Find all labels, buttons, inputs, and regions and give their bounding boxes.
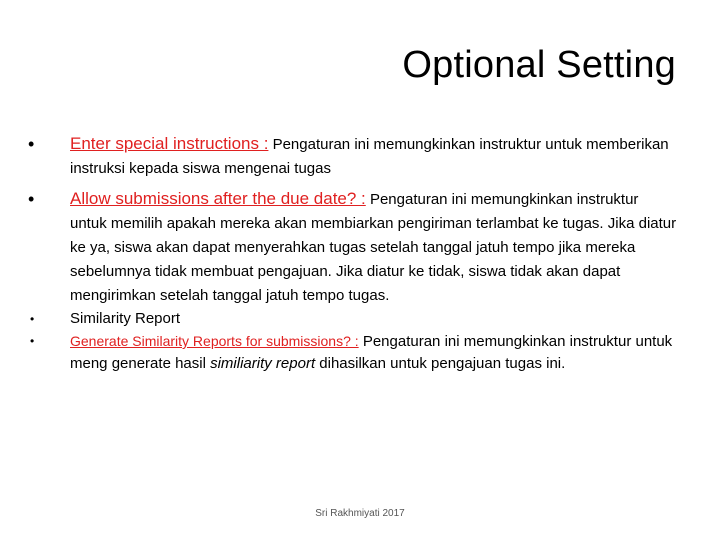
bullet-text: dihasilkan untuk pengajuan tugas ini. [315,355,566,372]
bullet-list [28,132,678,375]
bullet-item-generate-similarity [28,330,678,375]
bullet-heading: Enter special instructions : [70,134,269,153]
bullet-heading: Generate Similarity Reports for submissions? : [70,333,359,349]
bullet-item-similarity-report [28,308,678,330]
bullet-icon: • [30,312,35,326]
bullet-text-italic: similiarity report [210,355,316,372]
slide-footer: Sri Rakhmiyati 2017 [315,508,405,519]
bullet-item-special-instructions [28,132,678,181]
slide-title: Optional Setting [402,44,676,86]
bullet-icon: • [28,134,35,154]
bullet-item-allow-late-submissions [28,187,678,308]
bullet-icon: • [30,334,35,348]
bullet-heading: Allow submissions after the due date? : [70,189,366,208]
bullet-text: Pengaturan ini memungkinkan instruktur untuk memberikan instruksi kepada siswa mengenai tugas [70,136,669,177]
bullet-text: Pengaturan ini memungkinkan instruktur untuk memilih apakah mereka akan membiarkan pengiriman terlambat ke tugas. Jika diatur ke ya, siswa akan dapat menyerahkan tugas setelah tanggal jatuh tempo jika mereka sebelumnya tidak membuat pengajuan. Jika diatur ke tidak, siswa tidak akan dapat mengirimkan setelah tanggal jatuh tempo tugas. [70,191,677,304]
bullet-text: Pengaturan ini memungkinkan instruktur untuk meng generate hasil [70,333,673,372]
bullet-icon: • [28,189,35,209]
bullet-text: Similarity Report [70,310,181,327]
